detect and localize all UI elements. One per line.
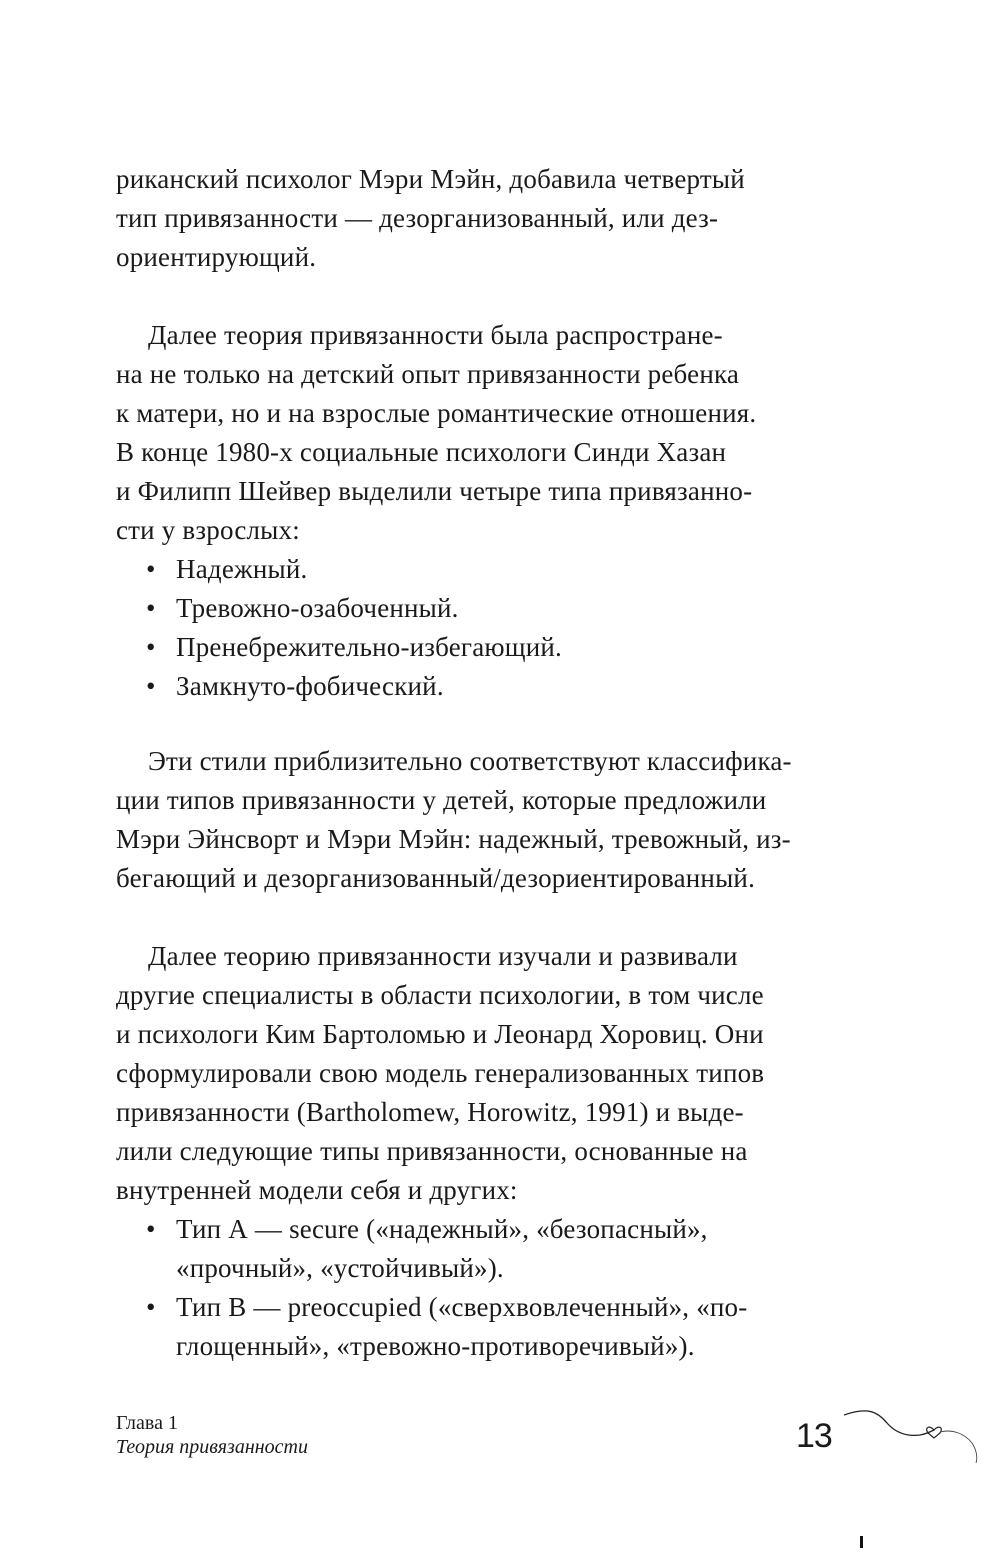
crop-mark <box>860 1536 863 1548</box>
bullet-list-1 <box>116 550 826 706</box>
bullet-icon: • <box>146 1292 156 1322</box>
running-footer <box>116 1411 308 1459</box>
list-item: • Надежный. <box>116 550 826 589</box>
text-line: ориентирующий. <box>116 242 317 272</box>
text-line: бегающий и дезорганизованный/дезориентированный. <box>116 863 756 893</box>
paragraph-4 <box>116 937 826 1210</box>
paragraph-3 <box>116 742 826 898</box>
list-item: • Тип А — secure («надежный», «безопасный», «прочный», «устойчивый»). <box>116 1210 826 1288</box>
text-line: риканский психолог Мэри Мэйн, добавила четвертый <box>116 164 745 194</box>
chapter-label: Глава 1 <box>116 1412 178 1434</box>
text-line: В конце 1980-х социальные психологи Синди Хазан <box>116 437 727 467</box>
text-line: другие специалисты в области психологии, в том числе <box>116 980 764 1010</box>
bullet-icon: • <box>146 593 156 623</box>
text-line: тип привязанности — дезорганизованный, или дез- <box>116 203 719 233</box>
text-line: лили следующие типы привязанности, основанные на <box>116 1136 748 1166</box>
heart-line-icon <box>842 1405 992 1465</box>
list-item: • Пренебрежительно-избегающий. <box>116 628 826 667</box>
text-line: сти у взрослых: <box>116 515 300 545</box>
page-number: 13 <box>796 1417 832 1455</box>
list-item: • Замкнуто-фобический. <box>116 667 826 706</box>
bullet-icon: • <box>146 632 156 662</box>
text-line: Далее теорию привязанности изучали и развивали <box>148 941 738 971</box>
paragraph-1 <box>116 160 826 277</box>
bullet-icon: • <box>146 554 156 584</box>
text-line: привязанности (Bartholomew, Horowitz, 1991) и выде- <box>116 1097 744 1127</box>
paragraph-2 <box>116 316 826 550</box>
text-line: к матери, но и на взрослые романтические отношения. <box>116 398 757 428</box>
text-line: Эти стили приблизительно соответствуют классифика- <box>148 746 792 776</box>
list-item: • Тип В — preoccupied («сверхвовлеченный», «по- глощенный», «тревожно-противоречивый»). <box>116 1288 826 1366</box>
text-line: на не только на детский опыт привязанности ребенка <box>116 359 740 389</box>
chapter-title: Теория привязанности <box>116 1436 308 1458</box>
text-line: ции типов привязанности у детей, которые предложили <box>116 785 767 815</box>
bullet-list-2 <box>116 1210 826 1366</box>
text-line: Мэри Эйнсворт и Мэри Мэйн: надежный, тревожный, из- <box>116 824 791 854</box>
list-item: • Тревожно-озабоченный. <box>116 589 826 628</box>
text-line: внутренней модели себя и других: <box>116 1175 518 1205</box>
bullet-icon: • <box>146 1214 156 1244</box>
text-line: и Филипп Шейвер выделили четыре типа привязанно- <box>116 476 753 506</box>
text-line: Далее теория привязанности была распростране- <box>148 320 723 350</box>
text-line: и психологи Ким Бартоломью и Леонард Хоровиц. Они <box>116 1019 764 1049</box>
bullet-icon: • <box>146 671 156 701</box>
text-line: сформулировали свою модель генерализованных типов <box>116 1058 765 1088</box>
